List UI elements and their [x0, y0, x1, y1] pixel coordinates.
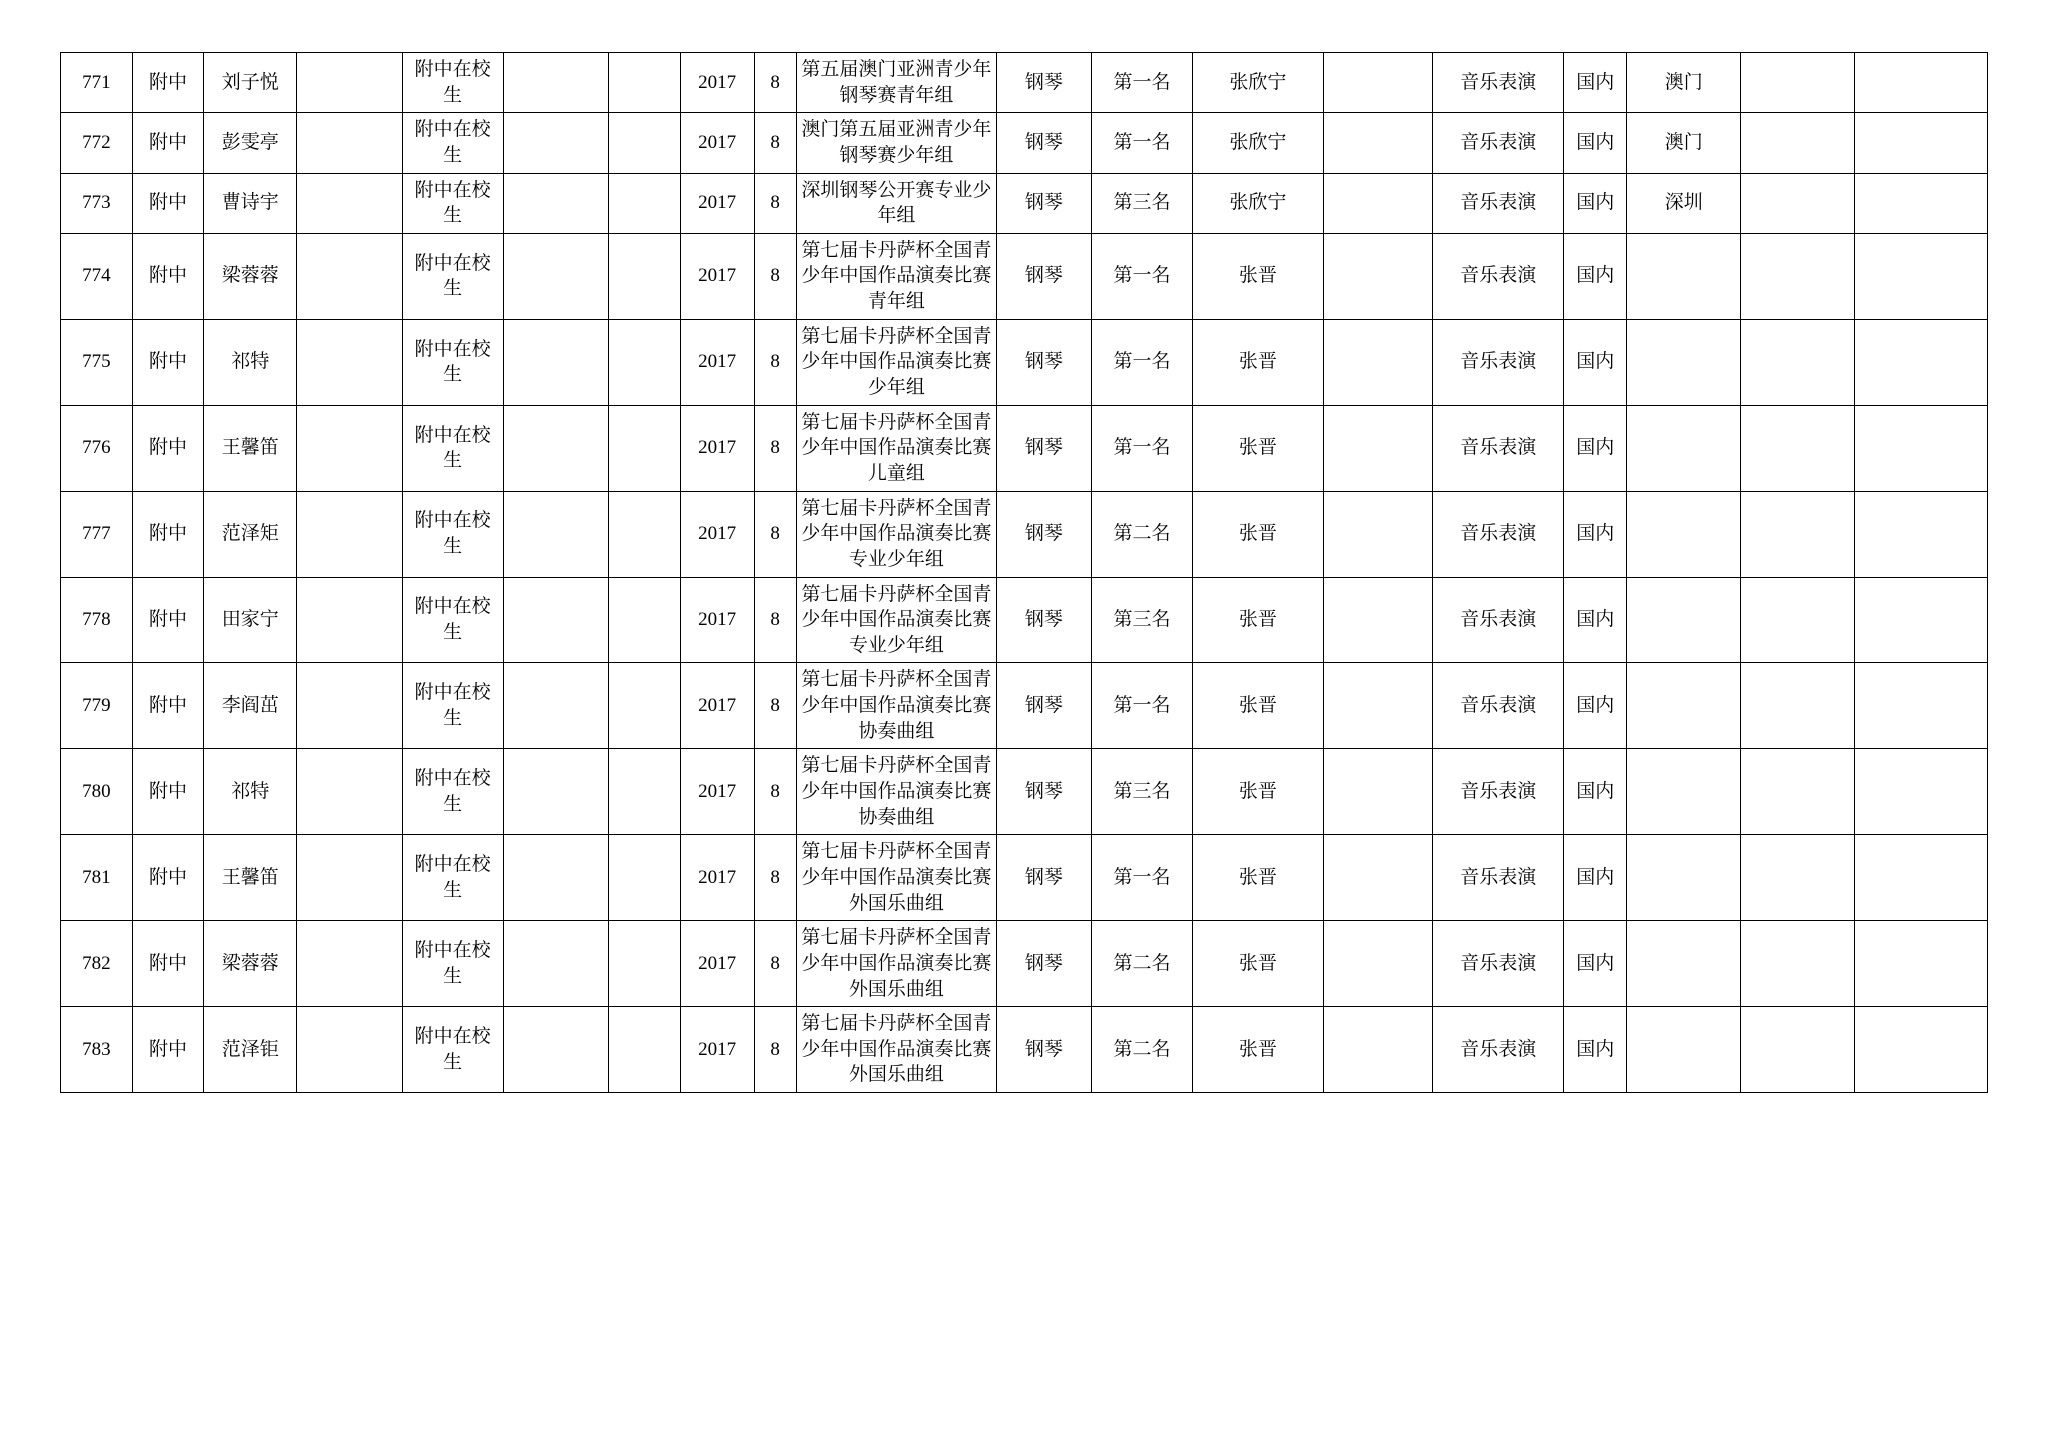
cell-year: 2017	[680, 1007, 754, 1093]
cell-blank-6	[1855, 491, 1988, 577]
cell-blank-1	[297, 1007, 402, 1093]
cell-blank-5	[1741, 491, 1855, 577]
cell-major: 钢琴	[997, 53, 1092, 113]
cell-unit: 附中	[132, 577, 204, 663]
cell-blank-1	[297, 173, 402, 233]
cell-major: 钢琴	[997, 233, 1092, 319]
cell-blank-6	[1855, 835, 1988, 921]
cell-month: 8	[754, 319, 796, 405]
cell-month: 8	[754, 577, 796, 663]
cell-blank-1	[297, 749, 402, 835]
cell-place	[1627, 491, 1741, 577]
cell-blank-1	[297, 921, 402, 1007]
cell-contest-name: 第七届卡丹萨杯全国青少年中国作品演奏比赛协奏曲组	[796, 749, 996, 835]
cell-level: 国内	[1564, 233, 1627, 319]
cell-blank-4	[1323, 577, 1433, 663]
cell-blank-2	[503, 405, 608, 491]
cell-serial-number: 783	[61, 1007, 133, 1093]
cell-blank-5	[1741, 749, 1855, 835]
cell-blank-3	[609, 921, 681, 1007]
cell-prize: 第一名	[1091, 233, 1192, 319]
cell-identity: 附中在校生	[402, 113, 503, 173]
cell-student-name: 彭雯亭	[204, 113, 297, 173]
cell-student-name: 梁蓉蓉	[204, 233, 297, 319]
cell-serial-number: 771	[61, 53, 133, 113]
cell-place: 澳门	[1627, 113, 1741, 173]
cell-teacher: 张晋	[1193, 319, 1324, 405]
table-row	[61, 233, 1988, 319]
cell-month: 8	[754, 663, 796, 749]
cell-contest-name: 第五届澳门亚洲青少年钢琴赛青年组	[796, 53, 996, 113]
cell-level: 国内	[1564, 491, 1627, 577]
cell-blank-2	[503, 113, 608, 173]
cell-blank-4	[1323, 53, 1433, 113]
cell-category: 音乐表演	[1433, 921, 1564, 1007]
cell-student-name: 梁蓉蓉	[204, 921, 297, 1007]
cell-blank-5	[1741, 233, 1855, 319]
cell-blank-3	[609, 233, 681, 319]
cell-prize: 第二名	[1091, 921, 1192, 1007]
cell-blank-6	[1855, 113, 1988, 173]
cell-student-name: 王馨笛	[204, 835, 297, 921]
award-records-table	[60, 52, 1988, 1093]
cell-blank-4	[1323, 405, 1433, 491]
cell-major: 钢琴	[997, 1007, 1092, 1093]
cell-serial-number: 772	[61, 113, 133, 173]
cell-blank-1	[297, 233, 402, 319]
cell-contest-name: 第七届卡丹萨杯全国青少年中国作品演奏比赛儿童组	[796, 405, 996, 491]
cell-teacher: 张晋	[1193, 577, 1324, 663]
cell-serial-number: 778	[61, 577, 133, 663]
cell-year: 2017	[680, 491, 754, 577]
cell-contest-name: 第七届卡丹萨杯全国青少年中国作品演奏比赛外国乐曲组	[796, 835, 996, 921]
cell-place	[1627, 405, 1741, 491]
cell-month: 8	[754, 233, 796, 319]
cell-blank-3	[609, 491, 681, 577]
cell-month: 8	[754, 835, 796, 921]
cell-year: 2017	[680, 663, 754, 749]
cell-blank-3	[609, 113, 681, 173]
cell-prize: 第一名	[1091, 319, 1192, 405]
cell-level: 国内	[1564, 319, 1627, 405]
cell-month: 8	[754, 491, 796, 577]
cell-blank-3	[609, 405, 681, 491]
cell-contest-name: 第七届卡丹萨杯全国青少年中国作品演奏比赛专业少年组	[796, 577, 996, 663]
cell-identity: 附中在校生	[402, 749, 503, 835]
cell-blank-2	[503, 491, 608, 577]
cell-identity: 附中在校生	[402, 173, 503, 233]
cell-level: 国内	[1564, 921, 1627, 1007]
cell-major: 钢琴	[997, 405, 1092, 491]
cell-blank-3	[609, 749, 681, 835]
cell-level: 国内	[1564, 113, 1627, 173]
cell-place: 深圳	[1627, 173, 1741, 233]
cell-student-name: 曹诗宇	[204, 173, 297, 233]
cell-prize: 第二名	[1091, 1007, 1192, 1093]
cell-serial-number: 777	[61, 491, 133, 577]
cell-unit: 附中	[132, 113, 204, 173]
cell-unit: 附中	[132, 233, 204, 319]
cell-blank-4	[1323, 749, 1433, 835]
cell-prize: 第三名	[1091, 173, 1192, 233]
cell-identity: 附中在校生	[402, 663, 503, 749]
cell-teacher: 张晋	[1193, 233, 1324, 319]
cell-contest-name: 深圳钢琴公开赛专业少年组	[796, 173, 996, 233]
cell-serial-number: 782	[61, 921, 133, 1007]
cell-month: 8	[754, 173, 796, 233]
cell-blank-2	[503, 319, 608, 405]
cell-serial-number: 775	[61, 319, 133, 405]
cell-year: 2017	[680, 233, 754, 319]
table-row	[61, 749, 1988, 835]
cell-serial-number: 781	[61, 835, 133, 921]
cell-blank-3	[609, 663, 681, 749]
cell-identity: 附中在校生	[402, 577, 503, 663]
cell-blank-6	[1855, 1007, 1988, 1093]
cell-blank-4	[1323, 233, 1433, 319]
cell-blank-3	[609, 319, 681, 405]
cell-prize: 第一名	[1091, 113, 1192, 173]
cell-blank-2	[503, 921, 608, 1007]
cell-place	[1627, 1007, 1741, 1093]
cell-year: 2017	[680, 319, 754, 405]
cell-level: 国内	[1564, 749, 1627, 835]
cell-category: 音乐表演	[1433, 53, 1564, 113]
cell-unit: 附中	[132, 835, 204, 921]
cell-major: 钢琴	[997, 113, 1092, 173]
cell-blank-5	[1741, 1007, 1855, 1093]
cell-identity: 附中在校生	[402, 53, 503, 113]
cell-teacher: 张晋	[1193, 749, 1324, 835]
cell-blank-5	[1741, 921, 1855, 1007]
cell-place	[1627, 663, 1741, 749]
cell-identity: 附中在校生	[402, 1007, 503, 1093]
cell-blank-5	[1741, 835, 1855, 921]
cell-student-name: 祁特	[204, 319, 297, 405]
cell-blank-3	[609, 53, 681, 113]
cell-blank-1	[297, 319, 402, 405]
cell-contest-name: 第七届卡丹萨杯全国青少年中国作品演奏比赛专业少年组	[796, 491, 996, 577]
cell-blank-2	[503, 233, 608, 319]
cell-student-name: 王馨笛	[204, 405, 297, 491]
cell-level: 国内	[1564, 53, 1627, 113]
cell-month: 8	[754, 405, 796, 491]
cell-level: 国内	[1564, 577, 1627, 663]
cell-category: 音乐表演	[1433, 663, 1564, 749]
cell-serial-number: 780	[61, 749, 133, 835]
table-row	[61, 319, 1988, 405]
cell-contest-name: 澳门第五届亚洲青少年钢琴赛少年组	[796, 113, 996, 173]
cell-place	[1627, 233, 1741, 319]
cell-prize: 第一名	[1091, 835, 1192, 921]
cell-unit: 附中	[132, 173, 204, 233]
cell-contest-name: 第七届卡丹萨杯全国青少年中国作品演奏比赛少年组	[796, 319, 996, 405]
cell-unit: 附中	[132, 921, 204, 1007]
cell-blank-5	[1741, 113, 1855, 173]
cell-category: 音乐表演	[1433, 835, 1564, 921]
cell-month: 8	[754, 113, 796, 173]
cell-blank-6	[1855, 921, 1988, 1007]
cell-blank-1	[297, 835, 402, 921]
cell-blank-5	[1741, 577, 1855, 663]
cell-student-name: 范泽钜	[204, 1007, 297, 1093]
cell-blank-5	[1741, 53, 1855, 113]
cell-blank-2	[503, 835, 608, 921]
cell-serial-number: 773	[61, 173, 133, 233]
cell-student-name: 田家宁	[204, 577, 297, 663]
table-row	[61, 113, 1988, 173]
cell-category: 音乐表演	[1433, 491, 1564, 577]
cell-blank-4	[1323, 113, 1433, 173]
cell-blank-1	[297, 113, 402, 173]
cell-serial-number: 774	[61, 233, 133, 319]
cell-blank-5	[1741, 173, 1855, 233]
cell-blank-4	[1323, 173, 1433, 233]
cell-student-name: 范泽矩	[204, 491, 297, 577]
cell-level: 国内	[1564, 405, 1627, 491]
cell-student-name: 祁特	[204, 749, 297, 835]
cell-prize: 第一名	[1091, 663, 1192, 749]
cell-blank-5	[1741, 663, 1855, 749]
cell-major: 钢琴	[997, 491, 1092, 577]
cell-blank-4	[1323, 1007, 1433, 1093]
cell-level: 国内	[1564, 1007, 1627, 1093]
cell-blank-2	[503, 577, 608, 663]
table-row	[61, 1007, 1988, 1093]
table-body	[61, 53, 1988, 1093]
cell-identity: 附中在校生	[402, 921, 503, 1007]
cell-place: 澳门	[1627, 53, 1741, 113]
cell-blank-3	[609, 577, 681, 663]
table-row	[61, 405, 1988, 491]
cell-month: 8	[754, 53, 796, 113]
cell-major: 钢琴	[997, 663, 1092, 749]
cell-major: 钢琴	[997, 319, 1092, 405]
cell-blank-2	[503, 749, 608, 835]
cell-month: 8	[754, 749, 796, 835]
cell-prize: 第三名	[1091, 749, 1192, 835]
cell-place	[1627, 577, 1741, 663]
cell-blank-5	[1741, 405, 1855, 491]
cell-teacher: 张晋	[1193, 1007, 1324, 1093]
cell-teacher: 张晋	[1193, 921, 1324, 1007]
cell-major: 钢琴	[997, 835, 1092, 921]
cell-major: 钢琴	[997, 921, 1092, 1007]
cell-teacher: 张欣宁	[1193, 113, 1324, 173]
cell-blank-2	[503, 53, 608, 113]
cell-place	[1627, 319, 1741, 405]
cell-blank-6	[1855, 663, 1988, 749]
cell-blank-3	[609, 173, 681, 233]
cell-level: 国内	[1564, 835, 1627, 921]
cell-blank-2	[503, 173, 608, 233]
table-row	[61, 835, 1988, 921]
cell-year: 2017	[680, 405, 754, 491]
cell-contest-name: 第七届卡丹萨杯全国青少年中国作品演奏比赛协奏曲组	[796, 663, 996, 749]
cell-year: 2017	[680, 173, 754, 233]
cell-unit: 附中	[132, 663, 204, 749]
cell-level: 国内	[1564, 663, 1627, 749]
cell-unit: 附中	[132, 1007, 204, 1093]
cell-month: 8	[754, 1007, 796, 1093]
cell-year: 2017	[680, 577, 754, 663]
cell-blank-4	[1323, 663, 1433, 749]
cell-category: 音乐表演	[1433, 1007, 1564, 1093]
cell-category: 音乐表演	[1433, 577, 1564, 663]
cell-teacher: 张晋	[1193, 835, 1324, 921]
cell-contest-name: 第七届卡丹萨杯全国青少年中国作品演奏比赛青年组	[796, 233, 996, 319]
cell-student-name: 李阎茁	[204, 663, 297, 749]
cell-identity: 附中在校生	[402, 233, 503, 319]
cell-serial-number: 779	[61, 663, 133, 749]
cell-level: 国内	[1564, 173, 1627, 233]
cell-teacher: 张晋	[1193, 491, 1324, 577]
cell-year: 2017	[680, 835, 754, 921]
cell-blank-1	[297, 405, 402, 491]
cell-unit: 附中	[132, 405, 204, 491]
cell-prize: 第三名	[1091, 577, 1192, 663]
cell-blank-2	[503, 1007, 608, 1093]
cell-unit: 附中	[132, 491, 204, 577]
cell-blank-4	[1323, 921, 1433, 1007]
cell-teacher: 张晋	[1193, 663, 1324, 749]
cell-blank-6	[1855, 319, 1988, 405]
cell-place	[1627, 835, 1741, 921]
cell-identity: 附中在校生	[402, 491, 503, 577]
cell-blank-4	[1323, 491, 1433, 577]
cell-student-name: 刘子悦	[204, 53, 297, 113]
cell-teacher: 张晋	[1193, 405, 1324, 491]
cell-teacher: 张欣宁	[1193, 53, 1324, 113]
cell-contest-name: 第七届卡丹萨杯全国青少年中国作品演奏比赛外国乐曲组	[796, 921, 996, 1007]
cell-prize: 第一名	[1091, 53, 1192, 113]
cell-year: 2017	[680, 749, 754, 835]
cell-category: 音乐表演	[1433, 319, 1564, 405]
cell-contest-name: 第七届卡丹萨杯全国青少年中国作品演奏比赛外国乐曲组	[796, 1007, 996, 1093]
table-row	[61, 53, 1988, 113]
cell-category: 音乐表演	[1433, 405, 1564, 491]
table-row	[61, 921, 1988, 1007]
cell-category: 音乐表演	[1433, 113, 1564, 173]
cell-blank-4	[1323, 835, 1433, 921]
cell-blank-1	[297, 577, 402, 663]
cell-unit: 附中	[132, 749, 204, 835]
cell-prize: 第一名	[1091, 405, 1192, 491]
cell-teacher: 张欣宁	[1193, 173, 1324, 233]
cell-unit: 附中	[132, 53, 204, 113]
cell-major: 钢琴	[997, 173, 1092, 233]
cell-identity: 附中在校生	[402, 319, 503, 405]
cell-category: 音乐表演	[1433, 173, 1564, 233]
table-row	[61, 663, 1988, 749]
cell-identity: 附中在校生	[402, 835, 503, 921]
cell-serial-number: 776	[61, 405, 133, 491]
cell-place	[1627, 921, 1741, 1007]
cell-blank-2	[503, 663, 608, 749]
cell-unit: 附中	[132, 319, 204, 405]
cell-identity: 附中在校生	[402, 405, 503, 491]
cell-month: 8	[754, 921, 796, 1007]
table-row	[61, 577, 1988, 663]
cell-major: 钢琴	[997, 577, 1092, 663]
table-row	[61, 173, 1988, 233]
cell-year: 2017	[680, 921, 754, 1007]
cell-blank-6	[1855, 233, 1988, 319]
cell-blank-1	[297, 663, 402, 749]
cell-category: 音乐表演	[1433, 233, 1564, 319]
cell-prize: 第二名	[1091, 491, 1192, 577]
cell-blank-6	[1855, 53, 1988, 113]
cell-blank-6	[1855, 173, 1988, 233]
table-row	[61, 491, 1988, 577]
cell-year: 2017	[680, 113, 754, 173]
cell-blank-4	[1323, 319, 1433, 405]
cell-category: 音乐表演	[1433, 749, 1564, 835]
cell-place	[1627, 749, 1741, 835]
cell-blank-5	[1741, 319, 1855, 405]
cell-blank-6	[1855, 577, 1988, 663]
cell-blank-3	[609, 835, 681, 921]
cell-blank-6	[1855, 405, 1988, 491]
cell-year: 2017	[680, 53, 754, 113]
cell-blank-3	[609, 1007, 681, 1093]
cell-blank-6	[1855, 749, 1988, 835]
cell-blank-1	[297, 53, 402, 113]
cell-blank-1	[297, 491, 402, 577]
cell-major: 钢琴	[997, 749, 1092, 835]
